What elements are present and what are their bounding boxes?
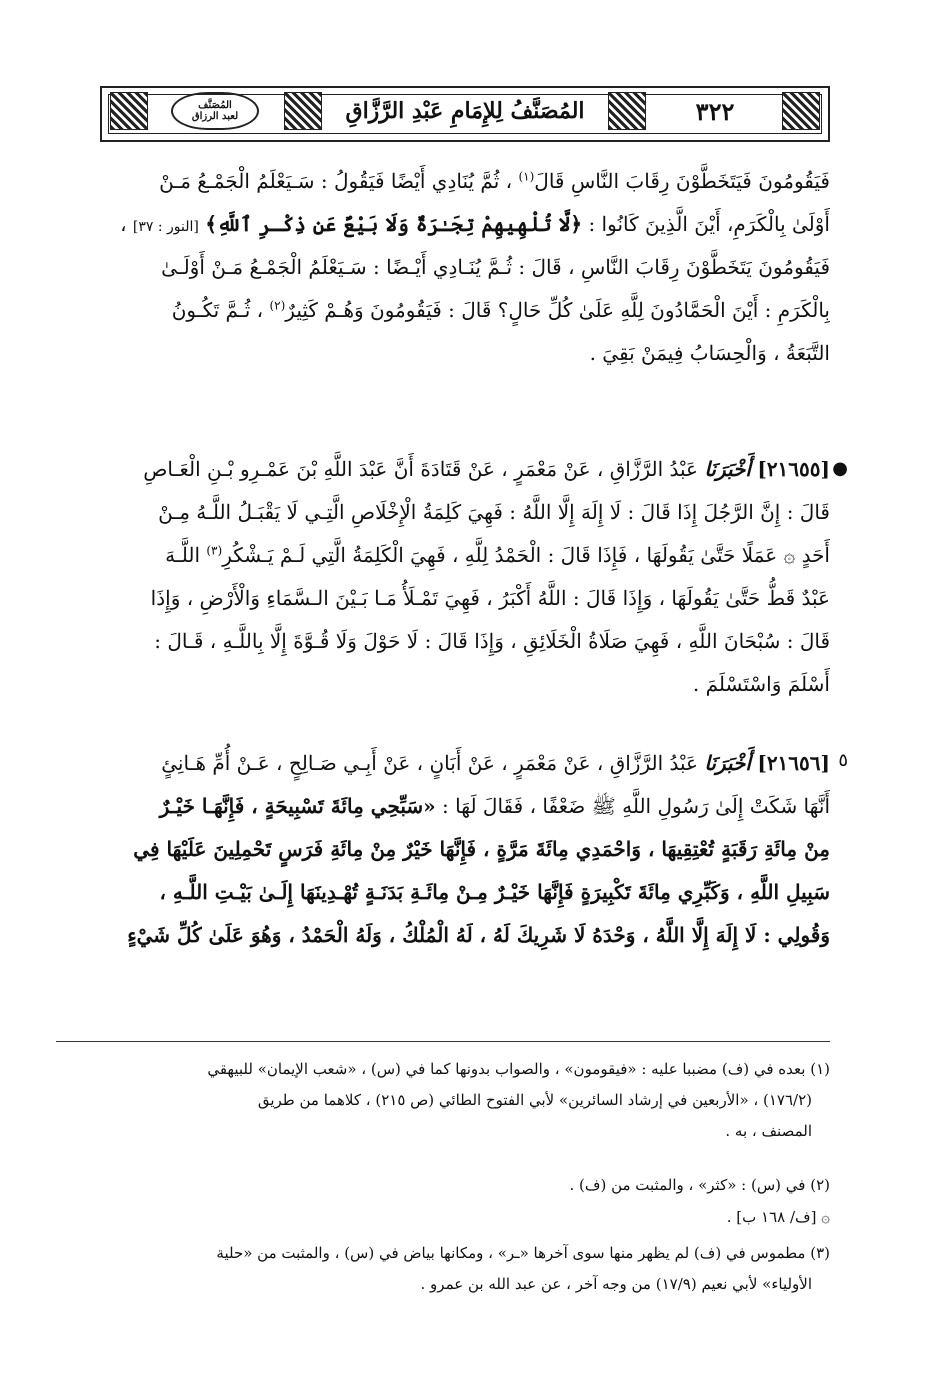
emblem-line2: لعبد الرزاق (191, 111, 239, 122)
footnote-line: الأولياء» لأبي نعيم (١٧/٩) من وجه آخر ، عن عبد الله بن عمرو . (420, 1275, 812, 1293)
text-line: عَبْدٌ قَطُّ حَتَّىٰ يَقُولَهَا ، وَإِذَا قَالَ : اللَّهُ أَكْبَرُ ، فَهِيَ تَمْـلَأُ مَـا بَـيْنَ الـسَّمَاءِ وَالْأَرْضِ ، وَإِذَا (150, 586, 830, 610)
text-line: [٢١٦٥٦] أَخْبَرَنَا عَبْدُ الرَّزَّاقِ ، عَنْ مَعْمَرٍ ، عَنْ أَبَانٍ ، عَنْ أَبِـي صَـالِحٍ ، عَـنْ أُمِّ هَـانِئٍ (161, 751, 830, 775)
footnote-ref[interactable]: (٣) (206, 543, 223, 558)
quran-verse: ﴿لَّا تُلْهِيهِمْ تِجَـٰرَةٌ وَلَا بَيْعٌ عَن ذِكْـرِ ٱللَّهِ﴾ (205, 212, 583, 236)
text-line: [٢١٦٥٥] أَخْبَرَنَا عَبْدُ الرَّزَّاقِ ، عَنْ مَعْمَرٍ ، عَنْ قَتَادَةَ أَنَّ عَبْدَ اللَّهِ بْنَ عَمْـرِو بْـنِ الْعَـاصِ (143, 457, 830, 481)
hadith-text: سَبِيلِ اللَّهِ ، وَكَبِّرِي مِائَةَ تَكْبِيرَةٍ فَإِنَّهَا خَيْـرٌ مِـنْ مِائَـةِ بَدَنَـةٍ تُهْـدِينَهَا إِلَـىٰ بَيْـتِ اللَّـهِ ، (159, 880, 830, 904)
akhbarana: أَخْبَرَنَا (704, 751, 751, 775)
akhbarana: أَخْبَرَنَا (704, 457, 751, 481)
hadith-text: «سَبِّحِي مِائَةَ تَسْبِيحَةٍ ، فَإِنَّهَـا خَيْـرٌ (159, 794, 436, 818)
footnote-1 (56, 1054, 830, 1147)
running-title: المُصَنَّفُ لِلإِمَامِ عَبْدِ الرَّزَّاقِ (345, 98, 585, 124)
footnote-line: (١٧٦/٢) ، «الأربعين في إرشاد السائرين» لأبي الفتوح الطائي (ص ٢١٥) ، كلاهما من طريق (257, 1091, 812, 1109)
hadith-number: [٢١٦٥٦] (757, 751, 830, 775)
text-line: فَيَقُومُونَ يَتَخَطَّوْنَ رِقَابَ النَّاسِ ، قَالَ : ثُـمَّ يُنَـادِي أَيْـضًا : سَـيَعْلَمُ الْجَمْـعُ مَـنْ أَوْلَـىٰ (161, 255, 830, 279)
page-header (100, 86, 830, 142)
emblem-seal (171, 92, 259, 130)
text-line: التَّبَعَةُ ، وَالْحِسَابُ فِيمَنْ بَقِيَ . (589, 341, 830, 365)
hadith-entry-21655 (100, 448, 848, 706)
folio-marker (56, 1202, 830, 1233)
hadith-entry-21656 (100, 742, 848, 957)
footnote-line: ۞ [ف/ ١٦٨ ب] . (726, 1208, 830, 1226)
text-line: قَالَ : إِنَّ الرَّجُلَ إِذَا قَالَ : لَا إِلَهَ إِلَّا اللَّهُ : فَهِيَ كَلِمَةُ الْإِخْلَاصِ الَّتِـي لَا يَقْبَـلُ اللَّـهُ مِـنْ (158, 500, 830, 524)
hadith-number: [٢١٦٥٥] (757, 457, 830, 481)
footnote-line: (١) بعده في (ف) مضببا عليه : «فيقومون» ، والصواب بدونها كما في (س) ، «شعب الإيمان» للبيهقي (207, 1060, 830, 1078)
page-number: ٣٢٢ (695, 96, 735, 126)
bullet-icon: ● (832, 458, 848, 479)
emblem-line1: المُصَنَّف (198, 100, 232, 111)
text-line: فَيَقُومُونَ فَيَتَخَطَّوْنَ رِقَابَ النَّاسِ قَالَ$^{(١)}$ ، ثُمَّ يُنَادِي أَيْضًا فَيَقُولُ : سَـيَعْلَمُ الْجَمْـعُ مَـنْ (159, 169, 830, 193)
ornament-icon (608, 92, 646, 130)
verse-reference: [النور : ٣٧] (132, 219, 199, 235)
emblem (154, 91, 276, 131)
text-line: أَنَّهَا شَكَتْ إِلَىٰ رَسُولِ اللَّهِ ﷺ ضَعْفًا ، فَقَالَ لَهَا : «سَبِّحِي مِائَةَ تَسْبِيحَةٍ ، فَإِنَّهَـا خَيْـرٌ (159, 794, 830, 818)
text-line: أَوْلَىٰ بِالْكَرَمِ، أَيْنَ الَّذِينَ كَانُوا : ﴿لَّا تُلْهِيهِمْ تِجَـٰرَةٌ وَلَا بَيْعٌ عَن ذِكْـرِ ٱللَّهِ﴾ [النور : ٣٧] ، (120, 212, 830, 236)
footnote-line: (٢) في (س) : «كثر» ، والمثبت من (ف) . (569, 1176, 830, 1194)
footnote-divider (56, 1041, 830, 1042)
bullet-icon: ٥ (838, 750, 848, 771)
hadith-text: وَقُولِي : لَا إِلَهَ إِلَّا اللَّهُ ، وَحْدَهُ لَا شَرِيكَ لَهُ ، لَهُ الْمُلْكُ ، وَلَهُ الْحَمْدُ ، وَهُوَ عَلَىٰ كُلِّ شَيْءٍ (127, 923, 830, 947)
text-line: أَحَدٍ ۞ عَمَلًا حَتَّىٰ يَقُولَهَا ، فَإِذَا قَالَ : الْحَمْدُ لِلَّهِ ، فَهِيَ الْكَلِمَةُ الَّتِي لَـمْ يَـشْكُرِ$^{(٣)}$ اللَّـهَ (165, 543, 830, 567)
footnote-line: (٣) مطموس في (ف) لم يظهر منها سوى آخرها «ـر» ، ومكانها بياض في (س) ، والمثبت من «حلية (216, 1244, 830, 1262)
footnote-3 (56, 1238, 830, 1300)
text-line: بِالْكَرَمِ : أَيْنَ الْحَمَّادُونَ لِلَّهِ عَلَىٰ كُلِّ حَالٍ؟ قَالَ : فَيَقُومُونَ وَهُـمْ كَثِيرٌ$^{(٢)}$ ، ثُـمَّ تَكُـونُ (171, 298, 830, 322)
footnote-ref[interactable]: (١) (518, 169, 535, 184)
footnote-2 (56, 1170, 830, 1201)
hadith-text: مِنْ مِائَةِ رَقَبَةٍ تُعْتِقِيهَا ، وَاحْمَدِي مِائَةَ مَرَّةٍ ، فَإِنَّهَا خَيْرٌ مِنْ مِائَةِ فَرَسٍ تَحْمِلِينَ عَلَيْهَا فِي (133, 837, 830, 861)
footnote-line: المصنف ، به . (725, 1122, 812, 1140)
ornament-icon (782, 92, 820, 130)
paragraph-continuation (100, 160, 830, 375)
footnote-ref[interactable]: (٢) (269, 298, 286, 313)
ornament-icon (110, 92, 148, 130)
text-line: قَالَ : سُبْحَانَ اللَّهِ ، فَهِيَ صَلَاةُ الْخَلَائِقِ ، وَإِذَا قَالَ : لَا حَوْلَ وَلَا قُـوَّةَ إِلَّا بِاللَّـهِ ، قَـالَ : (154, 629, 830, 653)
text-line: أَسْلَمَ وَاسْتَسْلَمَ . (692, 672, 830, 696)
ornament-icon (284, 92, 322, 130)
